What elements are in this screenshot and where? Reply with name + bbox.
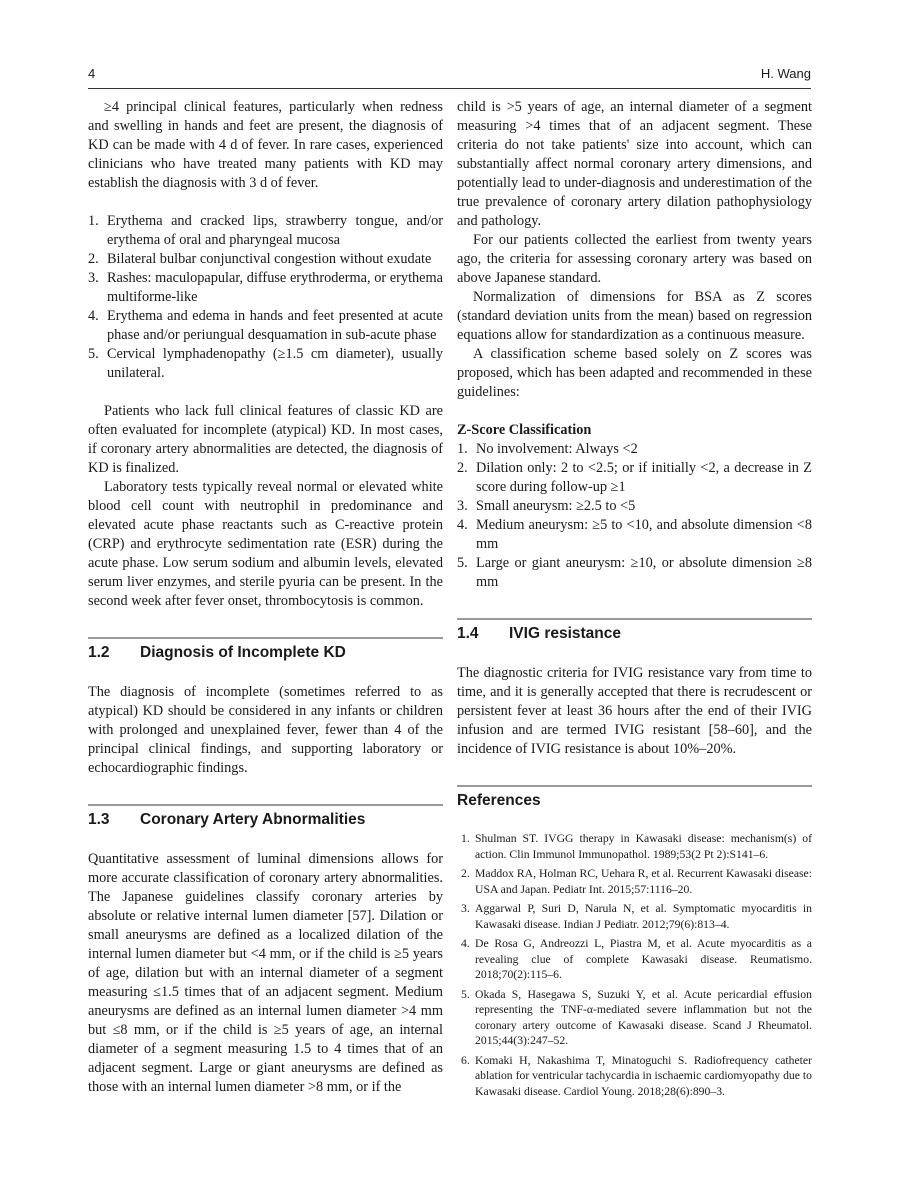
reference-text: De Rosa G, Andreozzi L, Piastra M, et al. Acute myocarditis as a revealing clue of complete Kawasaki disease. Reumatismo. 2018;70(2):115–6.: [475, 937, 812, 981]
list-item: [88, 269, 443, 307]
reference-text: Aggarwal P, Suri D, Narula N, et al. Symptomatic myocarditis in Kawasaki disease. Indian J Pediatr. 2012;79(6):813–4.: [475, 902, 812, 931]
references-section: [457, 785, 812, 1099]
running-head: [88, 66, 811, 88]
list-text: No involvement: Always <2: [476, 441, 638, 457]
reference-text: Shulman ST. IVGG therapy in Kawasaki disease: mechanism(s) of action. Clin Immunol Immunopathol. 1989;53(2 Pt 2):S141–6.: [475, 832, 812, 861]
reference-number: 2.: [461, 867, 470, 880]
incomplete-kd-paragraph: Patients who lack full clinical features of classic KD are often evaluated for incomplete (atypical) KD. In most cases, if coronary artery abnormalities are detected, the diagnosis of KD is finalized.: [88, 403, 443, 476]
section-heading: [88, 639, 443, 683]
diagnostic-criteria-list: [88, 212, 443, 383]
reference-number: 3.: [461, 902, 470, 915]
list-text: Dilation only: 2 to <2.5; or if initially <2, a decrease in Z score during follow-up ≥1: [476, 460, 812, 495]
right-column: [457, 98, 812, 1103]
section-title: IVIG resistance: [509, 625, 622, 642]
references-heading: References: [457, 792, 541, 809]
list-item: [457, 459, 812, 497]
page-number: 4: [88, 66, 96, 81]
reference-number: 6.: [461, 1053, 470, 1067]
list-number: 1.: [457, 441, 468, 457]
list-text: Small aneurysm: ≥2.5 to <5: [476, 498, 636, 514]
list-number: 5.: [88, 346, 99, 362]
reference-item: [457, 1053, 812, 1100]
list-text: Erythema and edema in hands and feet presented at acute phase and/or periungual desquamation in sub-acute phase: [107, 308, 443, 343]
left-column: [88, 98, 443, 1097]
section-title: Diagnosis of Incomplete KD: [140, 644, 346, 661]
list-text: Cervical lymphadenopathy (≥1.5 cm diameter), usually unilateral.: [107, 346, 443, 381]
section-1-3: [88, 804, 443, 1097]
list-number: 4.: [88, 308, 99, 324]
intro-paragraph: ≥4 principal clinical features, particularly when redness and swelling in hands and feet are present, the diagnosis of KD can be made with 4 d of fever. In rare cases, experienced clinicians who have treated many patients with KD may establish the diagnosis with 3 d of fever.: [88, 99, 443, 191]
reference-number: 5.: [461, 987, 470, 1001]
reference-text: Komaki H, Nakashima T, Minatoguchi S. Radiofrequency catheter ablation for ventricular tachycardia in ischaemic cardiomyopathy due to Kawasaki disease. Cardiol Young. 2018;28(6):890–3.: [475, 1053, 812, 1098]
section-number: 1.4: [457, 625, 479, 642]
section-number: 1.2: [88, 644, 110, 661]
list-number: 3.: [457, 498, 468, 514]
section-body: The diagnosis of incomplete (sometimes referred to as atypical) KD should be considered in any infants or children with prolonged and unexplained fever, fewer than 4 of the principal clinical findings, and supporting laboratory or echocardiographic findings.: [88, 684, 443, 776]
list-text: Large or giant aneurysm: ≥10, or absolute dimension ≥8 mm: [476, 555, 812, 590]
references-list: [457, 831, 812, 1099]
reference-item: [457, 866, 812, 897]
reference-item: [457, 936, 812, 983]
running-head-author: H. Wang: [760, 66, 811, 81]
patients-paragraph: For our patients collected the earliest from twenty years ago, the criteria for assessing coronary artery was based on above Japanese standard.: [457, 232, 812, 286]
section-body: Quantitative assessment of luminal dimensions allows for more accurate classification of coronary artery abnormalities. The Japanese guidelines classify coronary arteries by absolute or relative internal lumen diameter [57]. Dilation or small aneurysms are defined as a localized dilation of the internal lumen diameter but <4 mm, or if the child is ≥5 years of age, dilation but with an internal diameter of a segment measuring ≤1.5 times that of an adjacent segment. Medium aneurysms are defined as an internal lumen diameter >4 mm but ≤8 mm, or if the child is ≥5 years of age, an internal diameter of a segment measuring 1.5 to 4 times that of an adjacent segment. Large or giant aneurysms are defined as those with an internal lumen diameter >8 mm, or if the: [88, 851, 443, 1095]
list-item: [457, 440, 812, 459]
list-item: [457, 497, 812, 516]
list-number: 4.: [457, 517, 468, 533]
list-number: 1.: [88, 213, 99, 229]
header-rule: [88, 88, 811, 89]
list-number: 5.: [457, 555, 468, 571]
list-text: Erythema and cracked lips, strawberry tongue, and/or erythema of oral and pharyngeal mucosa: [107, 213, 443, 248]
zscore-heading: Z-Score Classification: [457, 422, 592, 438]
section-heading: [88, 806, 443, 850]
list-number: 3.: [88, 270, 99, 286]
reference-number: 4.: [461, 937, 470, 950]
list-number: 2.: [88, 251, 99, 267]
list-item: [457, 516, 812, 554]
section-number: 1.3: [88, 811, 110, 828]
normalization-paragraph: Normalization of dimensions for BSA as Z scores (standard deviation units from the mean) based on regression equations allow for standardization as a continuous measure.: [457, 289, 812, 343]
laboratory-paragraph: Laboratory tests typically reveal normal or elevated white blood cell count with neutrophil in predominance and elevated acute phase reactants such as C-reactive protein (CRP) and erythrocyte sedimentation rate (ESR) during the acute phase. Low serum sodium and albumin levels, elevated serum liver enzymes, and sterile pyuria can be present. In the second week after fever onset, thrombocytosis is common.: [88, 479, 443, 609]
list-item: [88, 250, 443, 269]
list-item: [88, 307, 443, 345]
list-text: Bilateral bulbar conjunctival congestion without exudate: [107, 251, 432, 267]
list-text: Medium aneurysm: ≥5 to <10, and absolute dimension <8 mm: [476, 517, 812, 552]
reference-item: [457, 987, 812, 1049]
reference-text: Maddox RA, Holman RC, Uehara R, et al. Recurrent Kawasaki disease: USA and Japan. Pediatr Int. 2015;57:1116–20.: [475, 867, 812, 896]
zscore-list: [457, 440, 812, 592]
reference-item: [457, 901, 812, 932]
reference-text: Okada S, Hasegawa S, Suzuki Y, et al. Acute pericardial effusion representing the TNF-α-mediated severe inflammation but not the coronary artery outcome of Kawasaki disease. Scand J Rheumatol. 2015;44(3):247–52.: [475, 987, 812, 1047]
section-body: The diagnostic criteria for IVIG resistance vary from time to time, and it is generally accepted that there is recrudescent or persistent fever at least 36 hours after the end of their IVIG infusion and are termed IVIG resistant [58–60], and the incidence of IVIG resistance is about 10%–20%.: [457, 665, 812, 757]
list-item: [88, 345, 443, 383]
reference-number: 1.: [461, 832, 470, 845]
section-title: Coronary Artery Abnormalities: [140, 811, 366, 828]
classification-paragraph: A classification scheme based solely on Z scores was proposed, which has been adapted and recommended in these guidelines:: [457, 346, 812, 400]
section-heading: [457, 620, 812, 664]
section-1-4: [457, 618, 812, 759]
list-number: 2.: [457, 460, 468, 476]
section-1-2: [88, 637, 443, 778]
continued-paragraph: child is >5 years of age, an internal diameter of a segment measuring >4 times that of an adjacent segment. These criteria do not take patients' size into account, which can substantially affect normal coronary artery dimensions, and potentially lead to under-diagnosis and underestimation of the true prevalence of coronary artery dilation pathophysiology and pathology.: [457, 99, 812, 229]
list-item: [457, 554, 812, 592]
list-text: Rashes: maculopapular, diffuse erythroderma, or erythema multiforme-like: [107, 270, 443, 305]
list-item: [88, 212, 443, 250]
reference-item: [457, 831, 812, 862]
